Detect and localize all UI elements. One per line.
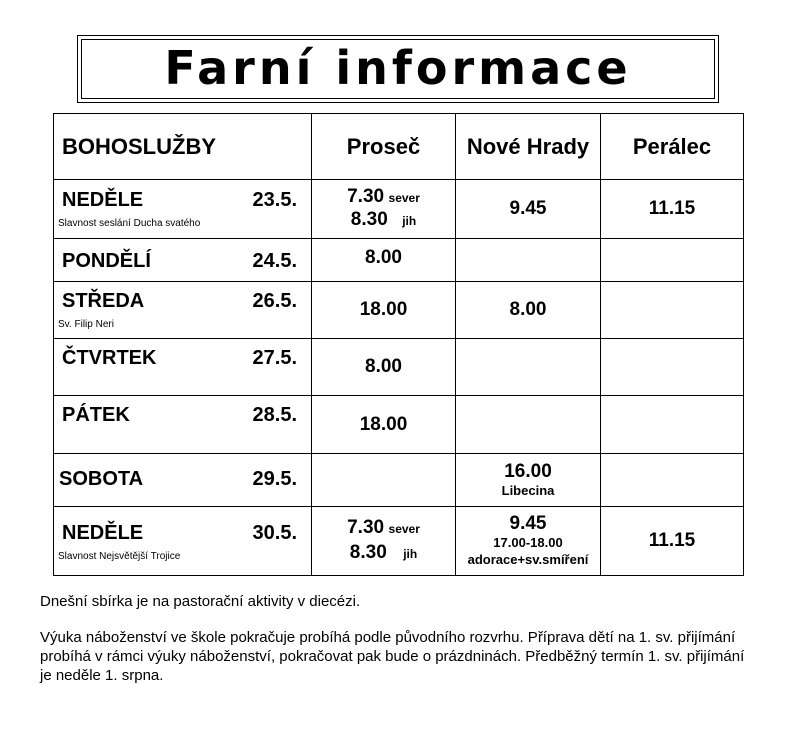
time-tag: jih: [402, 214, 417, 228]
prosec-cell: [312, 507, 456, 576]
prosec-cell: [312, 454, 456, 507]
day-date: 26.5.: [252, 290, 297, 312]
title-box: [77, 35, 719, 103]
day-date: 24.5.: [252, 250, 297, 272]
notice-collection: Dnešní sbírka je na pastorační aktivity v diecézi.: [40, 593, 361, 610]
day-date: 27.5.: [252, 347, 297, 369]
page-title: Farní informace: [164, 41, 632, 95]
peralec-cell: [601, 454, 744, 507]
day-date: 23.5.: [252, 189, 297, 211]
nove-hrady-cell: [456, 507, 601, 576]
day-cell: [54, 507, 312, 576]
day-name: PONDĚLÍ: [62, 250, 151, 272]
notice-religion-class: Výuka náboženství ve škole pokračuje probíhá podle původního rozvrhu. Příprava dětí na 1. sv. přijímání probíhá v rámci výuky náboženství, pokračovat pak bude o prázdninách. Předběžný termín 1. sv. přijímání je neděle 1. srpna.: [40, 629, 745, 684]
table-row: [54, 282, 744, 339]
time: 8.30: [350, 209, 388, 230]
prosec-cell: 18.00: [312, 396, 456, 454]
nove-hrady-cell: [456, 454, 601, 507]
time-tag: jih: [403, 547, 418, 561]
day-cell: [54, 239, 312, 282]
day-name: PÁTEK: [62, 404, 130, 426]
day-date: 30.5.: [252, 522, 297, 544]
day-date: 29.5.: [252, 468, 297, 490]
day-cell: [54, 396, 312, 454]
time: 9.45: [509, 513, 547, 534]
place: Libecina: [501, 483, 555, 498]
header-nove-hrady: Nové Hrady: [456, 114, 601, 180]
table-row: [54, 507, 744, 576]
peralec-cell: 11.15: [601, 507, 744, 576]
day-note: Slavnost Nejsvětější Trojice: [58, 551, 181, 562]
peralec-cell: [601, 396, 744, 454]
table-row: [54, 239, 744, 282]
nove-hrady-cell: [456, 396, 601, 454]
header-prosec: Proseč: [312, 114, 456, 180]
nove-hrady-cell: 9.45: [456, 180, 601, 239]
prosec-cell: [312, 180, 456, 239]
table-row: [54, 339, 744, 396]
table-row: [54, 396, 744, 454]
header-peralec: Perálec: [601, 114, 744, 180]
time: 8.30: [349, 542, 387, 563]
time-tag: sever: [388, 522, 420, 536]
nove-hrady-cell: [456, 339, 601, 396]
table-header-row: [54, 114, 744, 180]
header-bohosluzby: BOHOSLUŽBY: [54, 114, 312, 180]
day-cell: [54, 339, 312, 396]
day-note: Sv. Filip Neri: [58, 319, 114, 330]
day-cell: [54, 454, 312, 507]
table-row: [54, 454, 744, 507]
day-name: SOBOTA: [59, 468, 144, 490]
time: 7.30: [347, 517, 385, 538]
prosec-cell: 8.00: [312, 239, 456, 282]
table-row: [54, 180, 744, 239]
peralec-cell: 11.15: [601, 180, 744, 239]
peralec-cell: [601, 239, 744, 282]
prosec-cell: 8.00: [312, 339, 456, 396]
time: 16.00: [504, 461, 552, 482]
time: 7.30: [347, 186, 385, 207]
nove-hrady-cell: [456, 239, 601, 282]
peralec-cell: [601, 339, 744, 396]
day-date: 28.5.: [252, 404, 297, 426]
day-cell: [54, 282, 312, 339]
day-name: NEDĚLE: [62, 522, 144, 544]
prosec-cell: 18.00: [312, 282, 456, 339]
day-note: Slavnost seslání Ducha svatého: [58, 218, 201, 229]
activity: adorace+sv.smíření: [467, 552, 589, 567]
day-name: ČTVRTEK: [62, 347, 157, 369]
day-cell: [54, 180, 312, 239]
peralec-cell: [601, 282, 744, 339]
nove-hrady-cell: 8.00: [456, 282, 601, 339]
time-tag: sever: [388, 191, 420, 205]
day-name: STŘEDA: [62, 290, 145, 312]
time-range: 17.00-18.00: [493, 535, 563, 550]
schedule-table: [53, 113, 744, 576]
day-name: NEDĚLE: [62, 189, 144, 211]
